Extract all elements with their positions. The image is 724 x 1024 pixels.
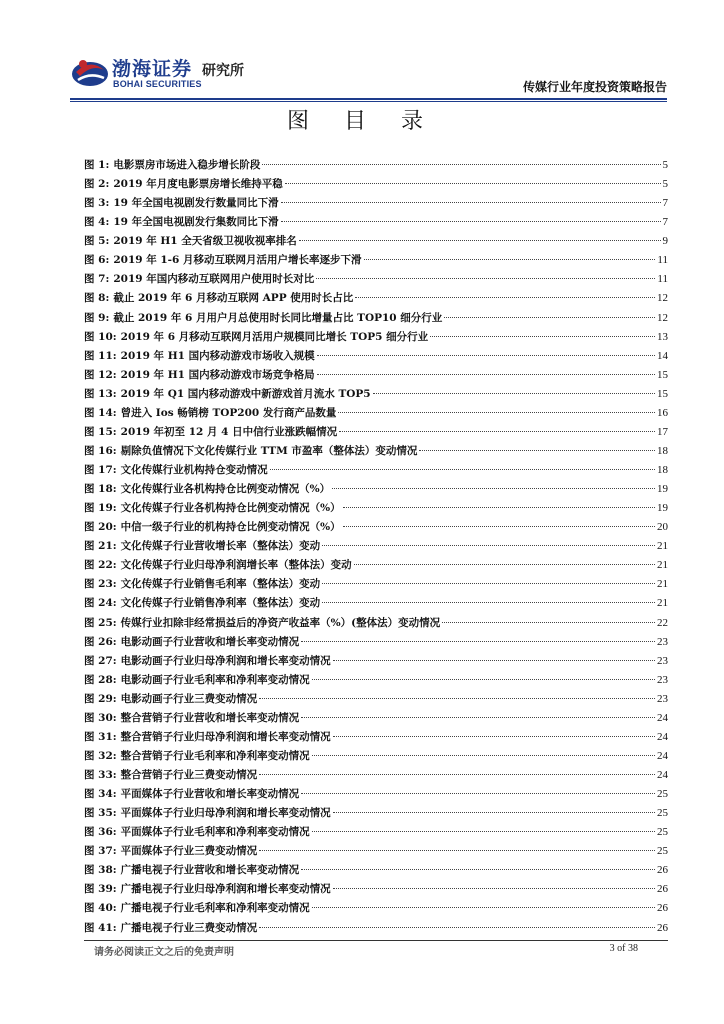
toc-entry-page: 23 bbox=[657, 654, 668, 667]
toc-entry[interactable] bbox=[84, 537, 668, 556]
toc-entry-page: 7 bbox=[662, 216, 668, 229]
toc-leader-dots bbox=[332, 488, 655, 489]
toc-entry-page: 21 bbox=[657, 578, 668, 591]
toc-entry-title: 广播电视子行业营收和增长率变动情况 bbox=[120, 864, 300, 877]
toc-entry-page: 24 bbox=[657, 730, 668, 743]
toc-entry-page: 19 bbox=[657, 502, 668, 515]
toc-entry-title: 平面媒体子行业毛利率和净利率变动情况 bbox=[120, 826, 310, 839]
toc-entry-label: 图 29: bbox=[84, 692, 117, 705]
toc-leader-dots bbox=[317, 374, 655, 375]
toc-leader-dots bbox=[333, 812, 655, 813]
toc-entry-page: 25 bbox=[657, 826, 668, 839]
toc-heading: 图 目 录 bbox=[287, 109, 437, 134]
toc-entry-page: 11 bbox=[657, 273, 668, 286]
toc-entry[interactable] bbox=[84, 919, 668, 938]
toc-leader-dots bbox=[444, 317, 655, 318]
toc-entry-title: 剔除负值情况下文化传媒行业 TTM 市盈率（整体法）变动情况 bbox=[120, 444, 418, 457]
toc-entry-label: 图 18: bbox=[84, 483, 117, 496]
toc-entry-title: 文化传媒子行业销售毛利率（整体法）变动 bbox=[120, 578, 321, 591]
toc-entry-page: 25 bbox=[657, 788, 668, 801]
toc-entry-title: 曾进入 Ios 畅销榜 TOP200 发行商产品数量 bbox=[120, 406, 337, 419]
toc-entry-page: 5 bbox=[662, 178, 668, 191]
footer-divider bbox=[84, 940, 668, 941]
toc-entry-title: 2019 年 H1 全天省级卫视收视率排名 bbox=[113, 235, 297, 248]
brand-name-cn: 渤海证券 bbox=[112, 58, 193, 80]
toc-entry-title: 文化传媒行业各机构持仓比例变动情况（%） bbox=[120, 483, 331, 496]
toc-entry[interactable] bbox=[84, 899, 668, 918]
toc-entry-label: 图 37: bbox=[84, 845, 117, 858]
toc-leader-dots bbox=[262, 164, 660, 165]
toc-entry-page: 18 bbox=[657, 444, 668, 457]
toc-entry-page: 7 bbox=[662, 197, 668, 210]
toc-entry-page: 16 bbox=[657, 406, 668, 419]
toc-entry-page: 22 bbox=[657, 616, 668, 629]
toc-entry-title: 整合营销子行业归母净利润和增长率变动情况 bbox=[120, 730, 331, 743]
toc-leader-dots bbox=[301, 717, 655, 718]
toc-entry-title: 文化传媒子行业归母净利润增长率（整体法）变动 bbox=[120, 559, 352, 572]
toc-entry-label: 图 9: bbox=[84, 311, 110, 324]
toc-entry[interactable] bbox=[84, 156, 668, 175]
toc-leader-dots bbox=[312, 755, 655, 756]
page-header bbox=[70, 52, 667, 98]
toc-entry-title: 整合营销子行业三费变动情况 bbox=[120, 769, 258, 781]
toc-entry[interactable] bbox=[84, 347, 668, 366]
toc-entry-page: 9 bbox=[662, 235, 668, 248]
toc-leader-dots bbox=[301, 793, 655, 794]
toc-leader-dots bbox=[343, 507, 655, 508]
toc-leader-dots bbox=[355, 297, 655, 298]
toc-entry-label: 图 25: bbox=[84, 616, 117, 629]
toc-entry-page: 14 bbox=[657, 349, 668, 362]
toc-leader-dots bbox=[259, 927, 655, 928]
toc-leader-dots bbox=[270, 469, 655, 470]
toc-entry[interactable] bbox=[84, 728, 668, 747]
toc-entry-title: 19 年全国电视剧发行数量同比下滑 bbox=[113, 197, 279, 210]
toc-entry-page: 26 bbox=[657, 864, 668, 877]
toc-entry-page: 15 bbox=[657, 387, 668, 400]
toc-entry-title: 中信一级子行业的机构持仓比例变动情况（%） bbox=[120, 521, 341, 534]
toc-entry-title: 文化传媒行业机构持仓变动情况 bbox=[120, 464, 268, 476]
toc-entry[interactable] bbox=[84, 251, 668, 270]
toc-entry-title: 广播电视子行业毛利率和净利率变动情况 bbox=[120, 902, 310, 915]
toc-entry-page: 21 bbox=[657, 540, 668, 553]
toc-entry-label: 图 12: bbox=[84, 368, 117, 381]
header-divider bbox=[70, 98, 667, 100]
toc-leader-dots bbox=[442, 622, 655, 623]
toc-entry-label: 图 34: bbox=[84, 788, 117, 801]
toc-leader-dots bbox=[259, 698, 655, 699]
toc-entry-page: 20 bbox=[657, 521, 668, 534]
toc-entry-page: 18 bbox=[657, 464, 668, 476]
toc-entry-page: 24 bbox=[657, 749, 668, 762]
toc-entry-label: 图 5: bbox=[84, 235, 110, 248]
toc-entry[interactable] bbox=[84, 328, 668, 347]
toc-leader-dots bbox=[316, 278, 655, 279]
toc-entry-page: 25 bbox=[657, 845, 668, 858]
toc-leader-dots bbox=[364, 259, 656, 260]
toc-entry[interactable] bbox=[84, 423, 668, 442]
toc-entry-page: 5 bbox=[662, 159, 668, 171]
toc-entry-label: 图 28: bbox=[84, 673, 117, 686]
toc-entry-title: 电影动画子行业营收和增长率变动情况 bbox=[120, 635, 300, 648]
toc-entry[interactable] bbox=[84, 556, 668, 575]
toc-entry-title: 电影动画子行业三费变动情况 bbox=[120, 692, 258, 705]
toc-entry-title: 2019 年月度电影票房增长维持平稳 bbox=[113, 178, 283, 191]
toc-leader-dots bbox=[430, 336, 655, 337]
toc-leader-dots bbox=[322, 545, 655, 546]
toc-entry-label: 图 14: bbox=[84, 406, 117, 419]
toc-leader-dots bbox=[281, 202, 661, 203]
toc-entry[interactable] bbox=[84, 690, 668, 709]
toc-entry-label: 图 20: bbox=[84, 521, 117, 534]
toc-entry-label: 图 33: bbox=[84, 769, 117, 781]
toc-entry[interactable] bbox=[84, 633, 668, 652]
toc-leader-dots bbox=[281, 221, 661, 222]
toc-leader-dots bbox=[301, 869, 655, 870]
toc-leader-dots bbox=[333, 660, 655, 661]
toc-entry[interactable] bbox=[84, 499, 668, 518]
toc-entry-title: 电影动画子行业归母净利润和增长率变动情况 bbox=[120, 654, 331, 667]
toc-entry-label: 图 24: bbox=[84, 597, 117, 610]
toc-entry-page: 26 bbox=[657, 921, 668, 934]
toc-entry-title: 2019 年 H1 国内移动游戏市场竞争格局 bbox=[120, 368, 315, 381]
toc-entry[interactable] bbox=[84, 614, 668, 633]
toc-entry[interactable] bbox=[84, 652, 668, 671]
toc-entry-page: 12 bbox=[657, 311, 668, 324]
toc-leader-dots bbox=[312, 679, 655, 680]
toc-entry-page: 13 bbox=[657, 330, 668, 343]
toc-leader-dots bbox=[339, 431, 655, 432]
toc-entry[interactable] bbox=[84, 671, 668, 690]
toc-leader-dots bbox=[322, 583, 655, 584]
toc-leader-dots bbox=[322, 602, 655, 603]
toc-entry-page: 24 bbox=[657, 711, 668, 724]
toc-entry-label: 图 27: bbox=[84, 654, 117, 667]
toc-entry-label: 图 23: bbox=[84, 578, 117, 591]
toc-entry-label: 图 7: bbox=[84, 273, 110, 286]
toc-entry-title: 截止 2019 年 6 月用户月总使用时长同比增量占比 TOP10 细分行业 bbox=[113, 311, 443, 324]
toc-leader-dots bbox=[343, 526, 655, 527]
toc-leader-dots bbox=[312, 907, 655, 908]
toc-entry-page: 25 bbox=[657, 807, 668, 820]
toc-entry-title: 文化传媒子行业营收增长率（整体法）变动 bbox=[120, 540, 321, 553]
toc-entry[interactable] bbox=[84, 366, 668, 385]
toc-entry-title: 传媒行业扣除非经常损益后的净资产收益率（%）(整体法）变动情况 bbox=[120, 616, 441, 629]
toc-entry-page: 26 bbox=[657, 883, 668, 896]
toc-entry-page: 15 bbox=[657, 368, 668, 381]
toc-entry-page: 24 bbox=[657, 769, 668, 781]
toc-entry-label: 图 32: bbox=[84, 749, 117, 762]
toc-entry[interactable] bbox=[84, 442, 668, 461]
toc-entry-label: 图 31: bbox=[84, 730, 117, 743]
toc-entry[interactable] bbox=[84, 385, 668, 404]
toc-entry-label: 图 15: bbox=[84, 425, 117, 438]
toc-leader-dots bbox=[312, 831, 655, 832]
toc-entry-title: 2019 年 H1 国内移动游戏市场收入规模 bbox=[120, 349, 315, 362]
toc-entry-label: 图 19: bbox=[84, 502, 117, 515]
toc-entry[interactable] bbox=[84, 709, 668, 728]
toc-entry-page: 17 bbox=[657, 425, 668, 438]
toc-entry-label: 图 22: bbox=[84, 559, 117, 572]
toc-leader-dots bbox=[333, 736, 655, 737]
toc-entry-label: 图 2: bbox=[84, 178, 110, 191]
toc-entry[interactable] bbox=[84, 575, 668, 594]
toc-leader-dots bbox=[259, 850, 655, 851]
toc-entry-title: 截止 2019 年 6 月移动互联网 APP 使用时长占比 bbox=[113, 292, 354, 305]
toc-entry-title: 广播电视子行业归母净利润和增长率变动情况 bbox=[120, 883, 331, 896]
toc-leader-dots bbox=[285, 183, 661, 184]
toc-entry[interactable] bbox=[84, 480, 668, 499]
toc-entry-label: 图 3: bbox=[84, 197, 110, 210]
toc-entry-label: 图 36: bbox=[84, 826, 117, 839]
toc-entry-label: 图 6: bbox=[84, 254, 110, 267]
toc-entry-label: 图 41: bbox=[84, 921, 117, 934]
toc-leader-dots bbox=[317, 355, 655, 356]
toc-entry-page: 21 bbox=[657, 559, 668, 572]
toc-entry-page: 12 bbox=[657, 292, 668, 305]
toc-entry-title: 平面媒体子行业归母净利润和增长率变动情况 bbox=[120, 807, 331, 820]
toc-entry-label: 图 35: bbox=[84, 807, 117, 820]
toc-entry[interactable] bbox=[84, 861, 668, 880]
toc-entry-title: 2019 年国内移动互联网用户使用时长对比 bbox=[113, 273, 315, 286]
toc-entry[interactable] bbox=[84, 194, 668, 213]
toc-leader-dots bbox=[338, 412, 655, 413]
toc-entry-label: 图 10: bbox=[84, 330, 117, 343]
toc-entry-label: 图 39: bbox=[84, 883, 117, 896]
toc-entry-label: 图 40: bbox=[84, 902, 117, 915]
toc-entry[interactable] bbox=[84, 823, 668, 842]
footer-disclaimer: 请务必阅读正文之后的免责声明 bbox=[94, 947, 234, 958]
toc-entry-page: 23 bbox=[657, 692, 668, 705]
toc-entry[interactable] bbox=[84, 289, 668, 308]
toc-entry-label: 图 38: bbox=[84, 864, 117, 877]
toc-entry[interactable] bbox=[84, 842, 668, 861]
toc-leader-dots bbox=[354, 564, 655, 565]
toc-entry-label: 图 21: bbox=[84, 540, 117, 553]
toc-entry[interactable] bbox=[84, 880, 668, 899]
toc-entry[interactable] bbox=[84, 404, 668, 423]
toc-leader-dots bbox=[333, 888, 655, 889]
toc-entry[interactable] bbox=[84, 804, 668, 823]
toc-entry-title: 2019 年 1-6 月移动互联网月活用户增长率逐步下滑 bbox=[113, 254, 362, 267]
toc-entry-title: 文化传媒子行业销售净利率（整体法）变动 bbox=[120, 597, 321, 610]
toc-entry[interactable] bbox=[84, 461, 668, 480]
toc-entry-page: 19 bbox=[657, 483, 668, 496]
header-divider-thin bbox=[70, 101, 667, 102]
toc-entry-label: 图 16: bbox=[84, 444, 117, 457]
toc-entry-title: 2019 年 6 月移动互联网月活用户规模同比增长 TOP5 细分行业 bbox=[120, 330, 429, 343]
toc-entry[interactable] bbox=[84, 766, 668, 785]
toc-entry-title: 19 年全国电视剧发行集数同比下滑 bbox=[113, 216, 279, 229]
toc-entry-page: 23 bbox=[657, 635, 668, 648]
toc-entry-label: 图 26: bbox=[84, 635, 117, 648]
toc-entry[interactable] bbox=[84, 270, 668, 289]
toc-leader-dots bbox=[259, 774, 655, 775]
toc-entry-title: 广播电视子行业三费变动情况 bbox=[120, 921, 258, 934]
toc-entry[interactable] bbox=[84, 213, 668, 232]
toc-entry-page: 11 bbox=[657, 254, 668, 267]
toc-entry-label: 图 1: bbox=[84, 159, 110, 171]
toc-entry-title: 2019 年 Q1 国内移动游戏中新游戏首月流水 TOP5 bbox=[120, 387, 371, 400]
toc-entry-title: 电影动画子行业毛利率和净利率变动情况 bbox=[120, 673, 310, 686]
toc-entry[interactable] bbox=[84, 518, 668, 537]
figure-toc-list bbox=[84, 156, 668, 938]
page-number: 3 of 38 bbox=[609, 943, 638, 954]
toc-entry-title: 电影票房市场进入稳步增长阶段 bbox=[113, 159, 261, 171]
bohai-logo-icon bbox=[70, 52, 110, 92]
toc-entry[interactable] bbox=[84, 747, 668, 766]
toc-leader-dots bbox=[419, 450, 655, 451]
toc-entry-page: 23 bbox=[657, 673, 668, 686]
institute-label: 研究所 bbox=[202, 63, 244, 79]
toc-entry-title: 平面媒体子行业三费变动情况 bbox=[120, 845, 258, 858]
toc-entry-label: 图 17: bbox=[84, 464, 117, 476]
toc-entry[interactable] bbox=[84, 232, 668, 251]
toc-entry-title: 文化传媒子行业各机构持仓比例变动情况（%） bbox=[120, 502, 341, 515]
toc-entry-page: 26 bbox=[657, 902, 668, 915]
toc-leader-dots bbox=[373, 393, 655, 394]
toc-entry-label: 图 30: bbox=[84, 711, 117, 724]
toc-entry[interactable] bbox=[84, 175, 668, 194]
toc-entry-page: 21 bbox=[657, 597, 668, 610]
toc-entry-title: 平面媒体子行业营收和增长率变动情况 bbox=[120, 788, 300, 801]
toc-entry-label: 图 8: bbox=[84, 292, 110, 305]
brand-name-en: BOHAI SECURITIES bbox=[113, 79, 202, 89]
toc-entry-title: 2019 年初至 12 月 4 日中信行业涨跌幅情况 bbox=[120, 425, 338, 438]
toc-entry[interactable] bbox=[84, 594, 668, 613]
toc-entry-label: 图 13: bbox=[84, 387, 117, 400]
toc-leader-dots bbox=[301, 641, 655, 642]
toc-entry[interactable] bbox=[84, 785, 668, 804]
toc-entry-title: 整合营销子行业营收和增长率变动情况 bbox=[120, 711, 300, 724]
toc-entry-label: 图 4: bbox=[84, 216, 110, 229]
toc-entry-title: 整合营销子行业毛利率和净利率变动情况 bbox=[120, 749, 310, 762]
report-title: 传媒行业年度投资策略报告 bbox=[522, 80, 667, 94]
toc-entry-label: 图 11: bbox=[84, 349, 117, 362]
toc-leader-dots bbox=[299, 240, 661, 241]
toc-entry[interactable] bbox=[84, 309, 668, 328]
